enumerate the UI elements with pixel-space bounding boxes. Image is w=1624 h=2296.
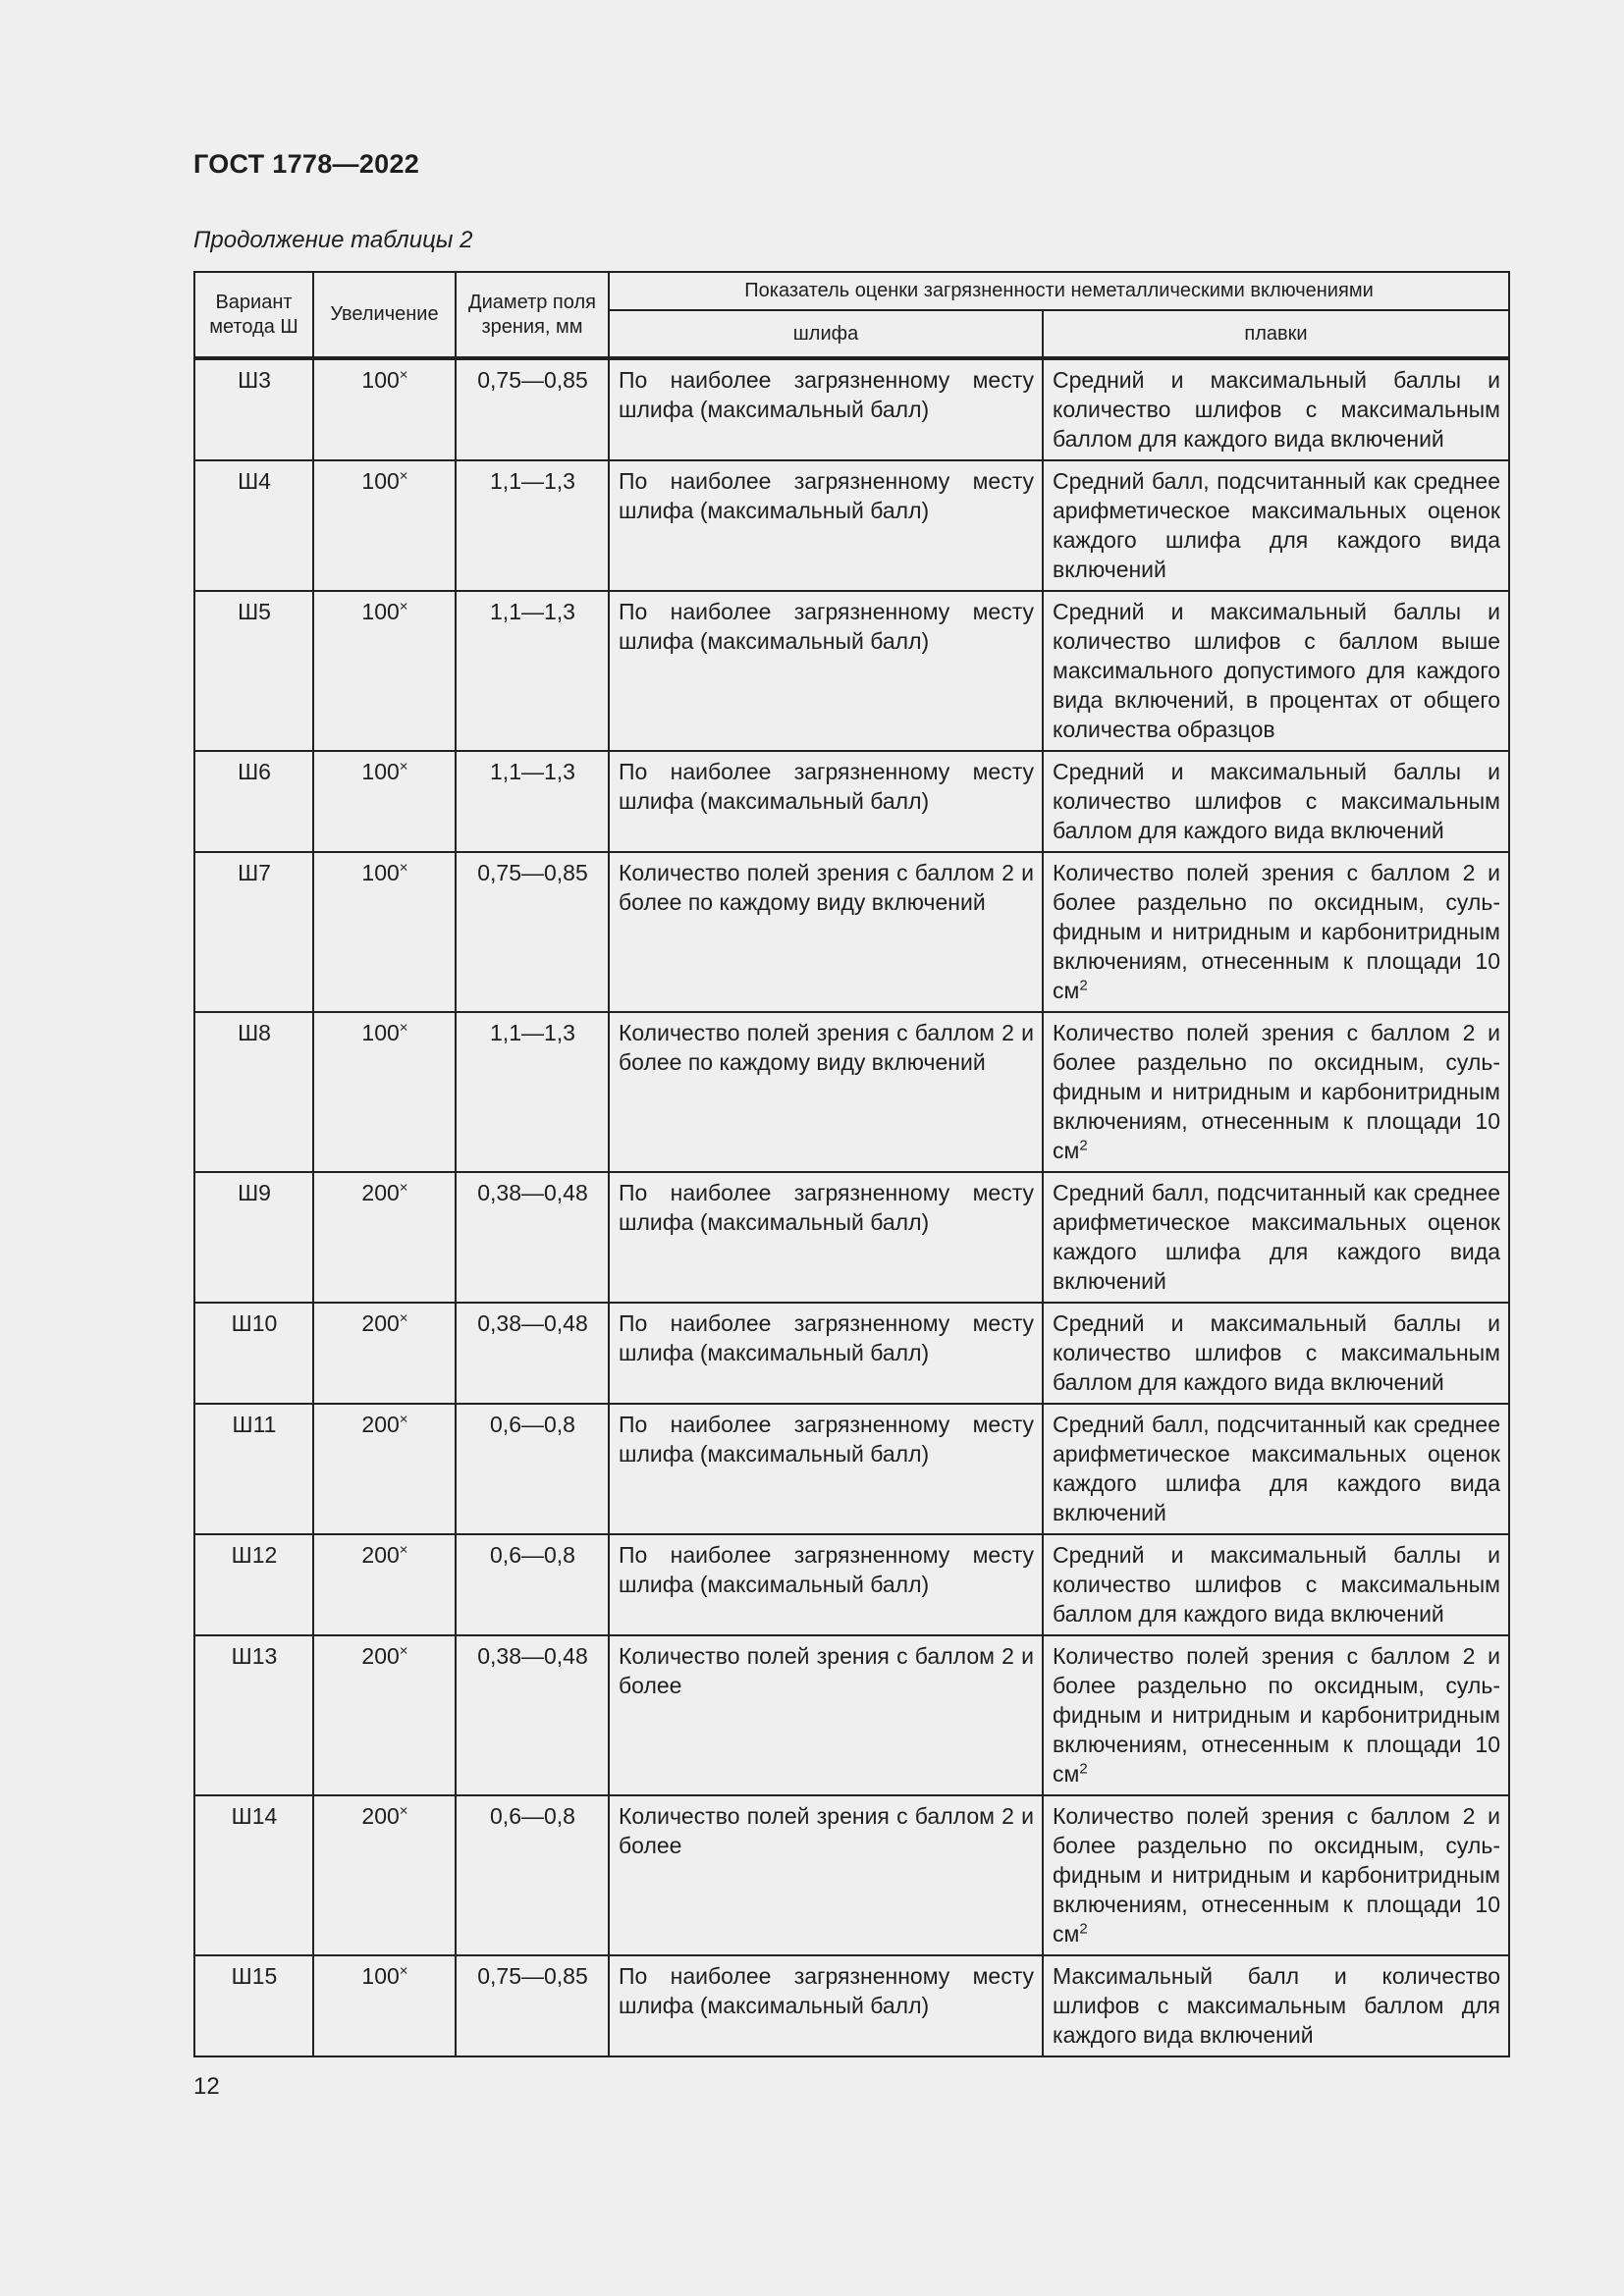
cell-variant: [194, 1303, 313, 1404]
diameter-value: 0,6—0,8: [490, 1412, 575, 1437]
cell-melt: [1043, 852, 1509, 1012]
variant-value: Ш14: [231, 1803, 278, 1829]
melt-superscript: 2: [1079, 1760, 1088, 1778]
magnification-value: 100: [361, 367, 400, 393]
melt-text: Средний балл, подсчитанный как среднее арифметическое максимальных оценок каждого шлифа для каждого вида включений: [1053, 1180, 1500, 1294]
diameter-value: 1,1—1,3: [490, 468, 575, 494]
melt-superscript: 2: [1079, 1137, 1088, 1154]
cell-melt: [1043, 1635, 1509, 1795]
variant-value: Ш3: [238, 367, 271, 393]
diameter-value: 0,75—0,85: [477, 367, 588, 393]
section-text: По наиболее загрязненному месту шлифа (максимальный балл): [619, 1963, 1034, 2018]
variant-value: Ш6: [238, 759, 271, 784]
melt-text: Количество полей зрения с баллом 2 и более раздельно по оксидным, сульфидным и нитридным и карбонитридным включениям, отнесенным к площади 10 см: [1053, 1020, 1500, 1163]
section-text: По наиболее загрязненному месту шлифа (максимальный балл): [619, 1412, 1034, 1467]
magnification-value: 100: [361, 759, 400, 784]
variant-value: Ш7: [238, 860, 271, 885]
variant-value: Ш8: [238, 1020, 271, 1045]
magnification-value: 200: [361, 1803, 400, 1829]
magnification-value: 100: [361, 468, 400, 494]
header-magnification: Увеличение: [313, 272, 456, 358]
cell-diameter: [456, 1172, 609, 1303]
magnification-sign: ×: [399, 758, 408, 775]
table-row: [194, 591, 1509, 751]
cell-section: [609, 358, 1043, 460]
magnification-sign: ×: [399, 467, 408, 485]
magnification-value: 200: [361, 1412, 400, 1437]
cell-melt: [1043, 1404, 1509, 1534]
header-indicator: Показатель оценки загрязненности неметаллическими включениями: [609, 272, 1509, 310]
magnification-value: 200: [361, 1310, 400, 1336]
cell-magnification: [313, 1303, 456, 1404]
table-row: [194, 1404, 1509, 1534]
section-text: По наиболее загрязненному месту шлифа (максимальный балл): [619, 1180, 1034, 1235]
cell-melt: [1043, 1012, 1509, 1172]
diameter-value: 0,6—0,8: [490, 1542, 575, 1568]
cell-melt: [1043, 1534, 1509, 1635]
diameter-value: 0,75—0,85: [477, 1963, 588, 1989]
table-row: [194, 1012, 1509, 1172]
table-row: [194, 1795, 1509, 1955]
cell-diameter: [456, 751, 609, 852]
inclusion-assessment-table: [193, 271, 1510, 2057]
magnification-sign: ×: [399, 1642, 408, 1660]
cell-section: [609, 852, 1043, 1012]
cell-variant: [194, 460, 313, 591]
magnification-value: 200: [361, 1643, 400, 1669]
cell-section: [609, 751, 1043, 852]
header-variant: Вариант метода Ш: [194, 272, 313, 358]
cell-variant: [194, 1635, 313, 1795]
cell-diameter: [456, 591, 609, 751]
cell-magnification: [313, 460, 456, 591]
cell-magnification: [313, 1635, 456, 1795]
cell-variant: [194, 1404, 313, 1534]
melt-text: Средний и максимальный баллы и количество шлифов с максимальным баллом для каждого вида включений: [1053, 1542, 1500, 1627]
cell-section: [609, 591, 1043, 751]
diameter-value: 0,38—0,48: [477, 1310, 588, 1336]
cell-diameter: [456, 358, 609, 460]
melt-text: Средний балл, подсчитанный как среднее арифметическое максимальных оценок каждого шлифа для каждого вида включений: [1053, 468, 1500, 582]
magnification-value: 200: [361, 1542, 400, 1568]
magnification-value: 100: [361, 1020, 400, 1045]
melt-text: Средний балл, подсчитанный как среднее арифметическое максимальных оценок каждого шлифа для каждого вида включений: [1053, 1412, 1500, 1525]
cell-melt: [1043, 1172, 1509, 1303]
variant-value: Ш5: [238, 599, 271, 624]
table-row: [194, 1303, 1509, 1404]
melt-text: Средний и максимальный баллы и количество шлифов с максимальным баллом для каждого вида включений: [1053, 367, 1500, 452]
cell-diameter: [456, 852, 609, 1012]
header-section: шлифа: [609, 310, 1043, 358]
magnification-sign: ×: [399, 1962, 408, 1980]
cell-magnification: [313, 591, 456, 751]
cell-melt: [1043, 1955, 1509, 2056]
melt-text: Количество полей зрения с баллом 2 и более раздельно по оксидным, сульфидным и нитридным и карбонитридным включениям, отнесенным к площади 10 см: [1053, 860, 1500, 1003]
variant-value: Ш4: [238, 468, 271, 494]
cell-melt: [1043, 358, 1509, 460]
cell-section: [609, 1404, 1043, 1534]
header-melt: плавки: [1043, 310, 1509, 358]
table-body: [194, 358, 1509, 2056]
diameter-value: 0,38—0,48: [477, 1643, 588, 1669]
table-row: [194, 751, 1509, 852]
cell-magnification: [313, 751, 456, 852]
melt-text: Средний и максимальный баллы и количество шлифов с баллом выше максимального допустимого для каждого вида включений, в процентах от общего количества образцов: [1053, 599, 1500, 742]
table-row: [194, 460, 1509, 591]
diameter-value: 0,38—0,48: [477, 1180, 588, 1205]
magnification-value: 100: [361, 1963, 400, 1989]
cell-variant: [194, 1172, 313, 1303]
cell-magnification: [313, 1795, 456, 1955]
magnification-value: 100: [361, 599, 400, 624]
table-caption: Продолжение таблицы 2: [193, 227, 473, 253]
table-row: [194, 1534, 1509, 1635]
cell-magnification: [313, 1012, 456, 1172]
magnification-sign: ×: [399, 366, 408, 384]
cell-melt: [1043, 591, 1509, 751]
section-text: По наиболее загрязненному месту шлифа (максимальный балл): [619, 599, 1034, 654]
section-text: Количество полей зрения с баллом 2 и более по каждому виду включений: [619, 1020, 1034, 1075]
melt-text: Средний и максимальный баллы и количество шлифов с максимальным баллом для каждого вида включений: [1053, 759, 1500, 843]
cell-variant: [194, 1795, 313, 1955]
cell-magnification: [313, 1404, 456, 1534]
magnification-sign: ×: [399, 598, 408, 615]
diameter-value: 1,1—1,3: [490, 599, 575, 624]
magnification-sign: ×: [399, 1019, 408, 1037]
cell-section: [609, 1303, 1043, 1404]
melt-text: Количество полей зрения с баллом 2 и более раздельно по оксидным, сульфидным и нитридным и карбонитридным включениям, отнесенным к площади 10 см: [1053, 1643, 1500, 1787]
diameter-value: 1,1—1,3: [490, 1020, 575, 1045]
cell-variant: [194, 751, 313, 852]
cell-melt: [1043, 1303, 1509, 1404]
cell-magnification: [313, 852, 456, 1012]
magnification-sign: ×: [399, 1411, 408, 1428]
table-row: [194, 358, 1509, 460]
magnification-sign: ×: [399, 1802, 408, 1820]
cell-melt: [1043, 751, 1509, 852]
variant-value: Ш9: [238, 1180, 271, 1205]
melt-text: Количество полей зрения с баллом 2 и более раздельно по оксидным, сульфидным и нитридным и карбонитридным включениям, отнесенным к площади 10 см: [1053, 1803, 1500, 1947]
section-text: По наиболее загрязненному месту шлифа (максимальный балл): [619, 759, 1034, 814]
variant-value: Ш11: [232, 1412, 277, 1437]
cell-variant: [194, 1012, 313, 1172]
cell-diameter: [456, 1534, 609, 1635]
melt-superscript: 2: [1079, 1920, 1088, 1938]
magnification-value: 100: [361, 860, 400, 885]
table-row: [194, 1955, 1509, 2056]
section-text: По наиболее загрязненному месту шлифа (максимальный балл): [619, 468, 1034, 523]
diameter-value: 0,6—0,8: [490, 1803, 575, 1829]
table-row: [194, 1635, 1509, 1795]
diameter-value: 0,75—0,85: [477, 860, 588, 885]
cell-variant: [194, 1534, 313, 1635]
cell-section: [609, 460, 1043, 591]
magnification-sign: ×: [399, 859, 408, 877]
melt-text: Средний и максимальный баллы и количество шлифов с максимальным баллом для каждого вида включений: [1053, 1310, 1500, 1395]
cell-diameter: [456, 1404, 609, 1534]
section-text: Количество полей зрения с баллом 2 и более: [619, 1643, 1034, 1698]
section-text: Количество полей зрения с баллом 2 и более: [619, 1803, 1034, 1858]
cell-magnification: [313, 1955, 456, 2056]
document-code: ГОСТ 1778—2022: [193, 149, 420, 179]
page-number: 12: [193, 2073, 220, 2100]
section-text: По наиболее загрязненному месту шлифа (максимальный балл): [619, 1542, 1034, 1597]
variant-value: Ш12: [231, 1542, 278, 1568]
cell-section: [609, 1012, 1043, 1172]
table-row: [194, 1172, 1509, 1303]
cell-section: [609, 1955, 1043, 2056]
melt-text: Максимальный балл и количество шлифов с максимальным баллом для каждого вида включений: [1053, 1963, 1500, 2048]
cell-diameter: [456, 460, 609, 591]
cell-diameter: [456, 1955, 609, 2056]
variant-value: Ш15: [231, 1963, 278, 1989]
section-text: Количество полей зрения с баллом 2 и более по каждому виду включений: [619, 860, 1034, 915]
cell-variant: [194, 852, 313, 1012]
section-text: По наиболее загрязненному месту шлифа (максимальный балл): [619, 367, 1034, 422]
magnification-sign: ×: [399, 1541, 408, 1559]
cell-diameter: [456, 1012, 609, 1172]
cell-magnification: [313, 1534, 456, 1635]
diameter-value: 1,1—1,3: [490, 759, 575, 784]
cell-variant: [194, 591, 313, 751]
cell-section: [609, 1795, 1043, 1955]
cell-melt: [1043, 1795, 1509, 1955]
melt-superscript: 2: [1079, 977, 1088, 994]
cell-diameter: [456, 1635, 609, 1795]
magnification-sign: ×: [399, 1179, 408, 1197]
variant-value: Ш10: [231, 1310, 278, 1336]
cell-section: [609, 1172, 1043, 1303]
cell-section: [609, 1635, 1043, 1795]
cell-section: [609, 1534, 1043, 1635]
cell-variant: [194, 358, 313, 460]
section-text: По наиболее загрязненному месту шлифа (максимальный балл): [619, 1310, 1034, 1365]
cell-melt: [1043, 460, 1509, 591]
table-row: [194, 852, 1509, 1012]
cell-diameter: [456, 1795, 609, 1955]
variant-value: Ш13: [231, 1643, 278, 1669]
cell-magnification: [313, 1172, 456, 1303]
cell-magnification: [313, 358, 456, 460]
cell-variant: [194, 1955, 313, 2056]
cell-diameter: [456, 1303, 609, 1404]
magnification-sign: ×: [399, 1309, 408, 1327]
magnification-value: 200: [361, 1180, 400, 1205]
header-diameter: Диаметр поля зрения, мм: [456, 272, 609, 358]
